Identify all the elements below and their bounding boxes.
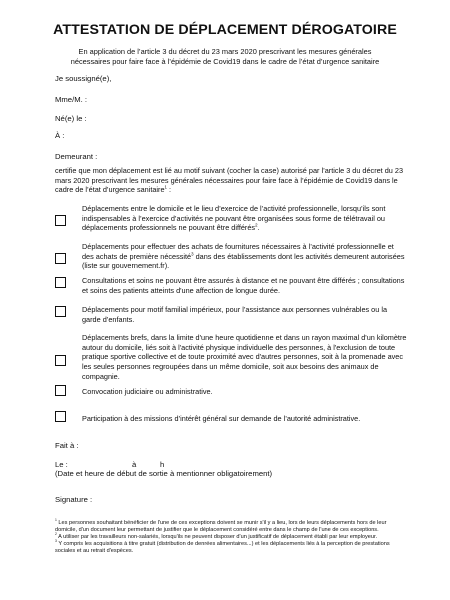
date-at-sign: à [132, 460, 137, 469]
signature-field[interactable]: Signature : [55, 495, 93, 504]
footnote-text: Y compris les acquisitions à titre gratuit (distribution de denrées alimentaires...) et les déplacements liés à la perception de prestations sociales et au retrait d'espèces. [55, 541, 390, 555]
reason-checkbox[interactable] [55, 385, 66, 396]
intro-line-1: En application de l’article 3 du décret du 23 mars 2020 prescrivant les mesures générales [78, 47, 372, 56]
reason-checkbox[interactable] [55, 355, 66, 366]
certify-footnote-mark: 1 [164, 184, 167, 190]
footnote-mark: 1 [55, 518, 57, 523]
reason-text: Déplacements brefs, dans la limite d'une heure quotidienne et dans un rayon maximal d'un kilomètre autour du domicile, liés soit à l'activité physique individuelle des personnes, à l'exclusion de toute pratique sportive collective et de toute proximité avec d'autres personnes, soit à la promenade avec les seules personnes regroupées dans un même domicile, soit aux besoins des animaux de compagnie. [82, 333, 407, 381]
name-field[interactable]: Mme/M. : [55, 95, 88, 104]
footnotes [55, 520, 407, 555]
date-note: (Date et heure de début de sortie à mentionner obligatoirement) [55, 469, 273, 478]
reason-text: Convocation judiciaire ou administrative. [82, 387, 213, 396]
reason-text: Participation à des missions d’intérêt général sur demande de l’autorité administrative. [82, 414, 361, 423]
footnote-mark: 2 [55, 532, 57, 537]
reason-text: Consultations et soins ne pouvant être assurés à distance et ne pouvant être différés ; consultations et soins des patients atteints d'une affection de longue durée. [82, 276, 405, 295]
footnote-text: Les personnes souhaitant bénéficier de l'une de ces exceptions doivent se munir s'il y a lieu, lors de leurs déplacements hors de leur domicile, d'un document leur permettant de justifier que le déplacement considéré entre dans le champ de l'une de ces exceptions. [55, 520, 387, 534]
footnote-text: A utiliser par les travailleurs non-salariés, lorsqu'ils ne peuvent disposer d'un justificatif de déplacement établi par leur employeur. [56, 534, 378, 541]
birth-date-field[interactable]: Né(e) le : [55, 114, 87, 123]
footnote-1 [55, 518, 407, 537]
reason-text-suffix: . [257, 223, 260, 233]
reason-text-main: Déplacements entre le domicile et le lieu d’exercice de l’activité professionnelle, lorsqu’ils sont indispensables à l’exercice d’activités ne pouvant être organisées sous forme de télétravail ou déplacements professionnels ne pouvant être différés [82, 204, 386, 233]
certify-statement [55, 166, 407, 195]
date-label: Le : [55, 460, 68, 469]
reason-text-main: Déplacements pour effectuer des achats de fournitures nécessaires à l’activité professionnelle et des achats de première nécessité [82, 242, 394, 261]
made-at-field[interactable]: Fait à : [55, 441, 79, 450]
footnote-mark: 3 [55, 539, 57, 544]
certify-suffix: : [166, 185, 172, 195]
reason-checkbox[interactable] [55, 215, 66, 226]
address-field[interactable]: Demeurant : [55, 152, 98, 161]
reason-text: Déplacements pour motif familial impérieux, pour l’assistance aux personnes vulnérables ou la garde d’enfants. [82, 305, 388, 324]
reason-checkbox[interactable] [55, 411, 66, 422]
date-field[interactable] [55, 460, 68, 469]
document-title: ATTESTATION DE DÉPLACEMENT DÉROGATOIRE [53, 22, 397, 38]
certify-text: certifie que mon déplacement est lié au motif suivant (cocher la case) autorisé par l’article 3 du décret du 23 mars 2020 prescrivant les mesures générales nécessaires pour faire face à l’épidémie de Covid19 dans le cadre de l’état d’urgence sanitaire [55, 166, 403, 195]
reason-checkbox[interactable] [55, 253, 66, 264]
hour-sign[interactable]: h [160, 460, 165, 469]
intro-text [45, 47, 405, 66]
reason-text [82, 242, 407, 271]
reason-checkbox[interactable] [55, 277, 66, 288]
reason-footnote-mark: 3 [191, 251, 194, 257]
footnote-3 [55, 541, 407, 555]
birth-place-field[interactable]: À : [55, 131, 65, 140]
reason-text-suffix: dans des établissements dont les activités demeurent autorisées (liste sur gouvernement.fr). [82, 251, 405, 271]
reason-text [82, 204, 407, 233]
reason-checkbox[interactable] [55, 306, 66, 317]
intro-line-2: nécessaires pour faire face à l’épidémie de Covid19 dans le cadre de l’état d’urgence sanitaire [70, 56, 380, 66]
reason-footnote-mark: 2 [255, 222, 258, 228]
undersigned-label: Je soussigné(e), [55, 74, 112, 83]
